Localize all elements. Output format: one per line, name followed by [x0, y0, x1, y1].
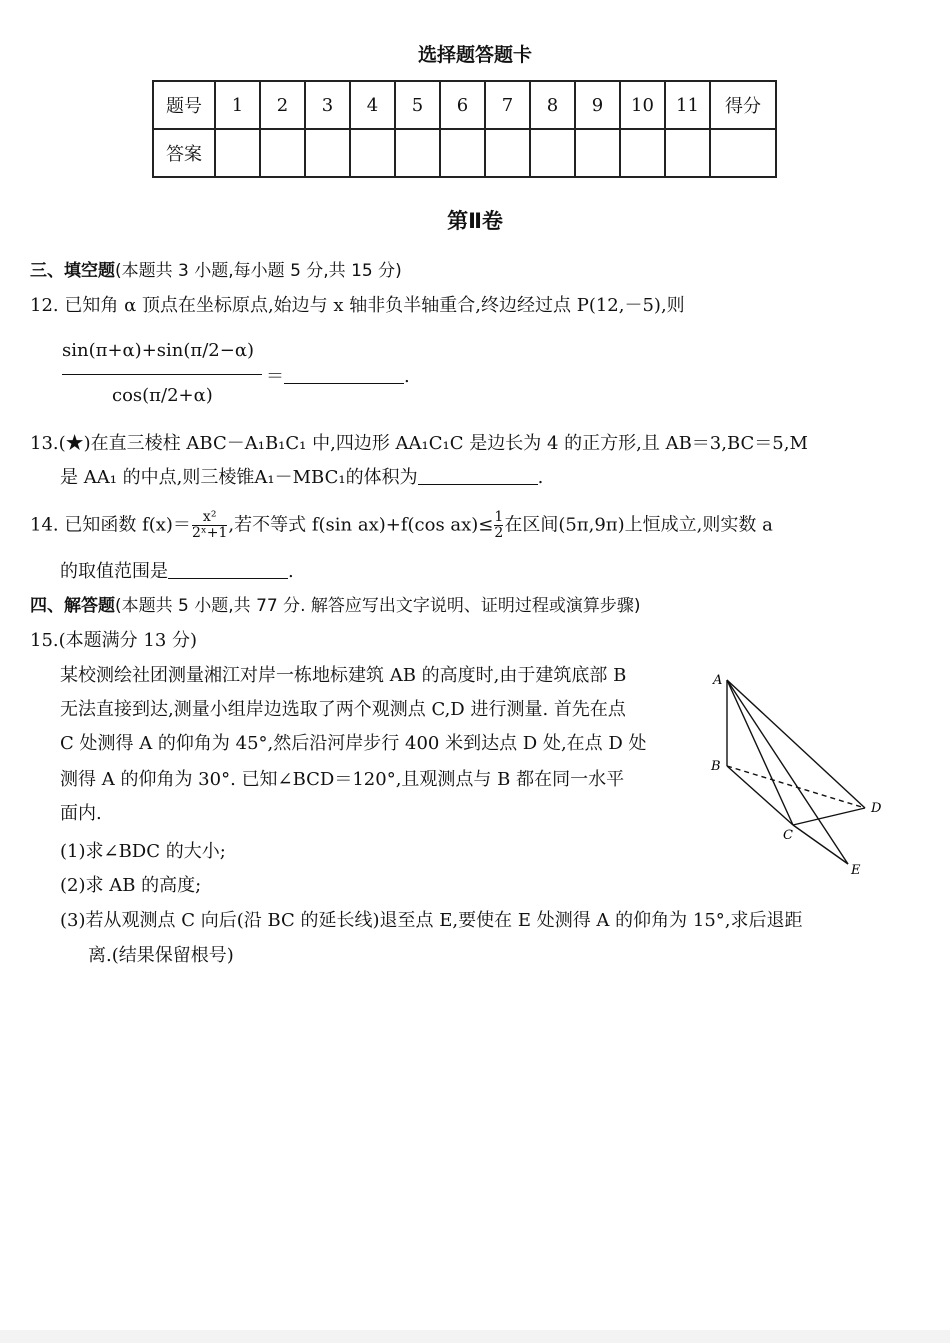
q14-half-num: 1	[494, 509, 504, 525]
question-number: 6	[440, 81, 485, 129]
score-cell[interactable]	[710, 129, 776, 177]
answer-card-number-row	[153, 81, 776, 129]
q12-equals: ＝ .	[266, 366, 410, 387]
answer-cell[interactable]	[215, 129, 260, 177]
edge-BC	[727, 766, 793, 825]
row-label-answer: 答案	[153, 129, 215, 177]
q12-denominator: cos(π/2+α)	[112, 385, 213, 406]
section-4-heading	[30, 593, 641, 619]
q15-header: 15.(本题满分 13 分)	[30, 630, 198, 651]
q14-half-den: 2	[494, 525, 504, 541]
question-number: 2	[260, 81, 305, 129]
answer-cell[interactable]	[575, 129, 620, 177]
answer-card-table	[152, 80, 777, 178]
answer-cell[interactable]	[485, 129, 530, 177]
edge-AC	[727, 680, 793, 825]
edge-CD	[793, 808, 865, 825]
edge-CE	[793, 825, 848, 864]
question-number: 9	[575, 81, 620, 129]
answer-cell[interactable]	[350, 129, 395, 177]
label-D: D	[871, 801, 882, 816]
volume-title: 第Ⅱ卷	[447, 209, 503, 233]
answer-card-title: 选择题答题卡	[417, 44, 532, 66]
q14-line2-wrap: 的取值范围是 .	[60, 561, 294, 582]
section-3-heading	[30, 258, 402, 284]
q14-line1-a: 14. 已知函数 f(x)＝	[30, 514, 191, 536]
question-number: 11	[665, 81, 710, 129]
section-4-note: (本题共 5 小题,共 77 分. 解答应写出文字说明、证明过程或演算步骤)	[115, 596, 641, 616]
question-number: 1	[215, 81, 260, 129]
answer-cell[interactable]	[260, 129, 305, 177]
q14-line1	[30, 510, 773, 541]
q15-text-line: 某校测绘社团测量湘江对岸一栋地标建筑 AB 的高度时,由于建筑底部 B	[60, 665, 627, 686]
q12-answer-blank[interactable]	[284, 365, 404, 384]
section-4-title: 四、解答题	[30, 596, 115, 616]
q14-line1-b: ,若不等式 f(sin ax)+f(cos ax)≤	[228, 514, 494, 536]
label-B: B	[711, 759, 721, 774]
question-number: 5	[395, 81, 440, 129]
question-number: 8	[530, 81, 575, 129]
page-bottom-edge	[0, 1330, 950, 1343]
q13-line2: 是 AA₁ 的中点,则三棱锥A₁－MBC₁的体积为	[60, 467, 418, 488]
edge-BD-dashed	[727, 766, 865, 808]
q14-line1-c: 在区间(5π,9π)上恒成立,则实数 a	[504, 514, 773, 536]
q13-answer-blank[interactable]	[418, 466, 538, 485]
q14-frac-num: x²	[202, 509, 217, 525]
answer-cell[interactable]	[305, 129, 350, 177]
answer-cell[interactable]	[440, 129, 485, 177]
question-number: 3	[305, 81, 350, 129]
label-E: E	[851, 863, 861, 878]
q15-sub3-line2: 离.(结果保留根号)	[88, 945, 234, 966]
q14-line2: 的取值范围是	[60, 561, 168, 582]
q15-text-line: 面内.	[60, 803, 102, 824]
q14-function-fraction	[192, 510, 227, 541]
question-number: 7	[485, 81, 530, 129]
answer-cell[interactable]	[620, 129, 665, 177]
q14-answer-blank[interactable]	[168, 560, 288, 579]
edge-AD	[727, 680, 865, 808]
label-A: A	[713, 673, 723, 688]
score-label: 得分	[710, 81, 776, 129]
q15-text-line: 无法直接到达,测量小组岸边选取了两个观测点 C,D 进行测量. 首先在点	[60, 699, 626, 720]
q12-numerator: sin(π+α)+sin(π/2−α)	[62, 340, 254, 361]
answer-cell[interactable]	[530, 129, 575, 177]
q15-text-line: 测得 A 的仰角为 30°. 已知∠BCD＝120°,且观测点与 B 都在同一水平	[60, 769, 625, 790]
q15-sub2: (2)求 AB 的高度;	[60, 875, 202, 896]
answer-card-answer-row	[153, 129, 776, 177]
label-C: C	[783, 828, 793, 843]
question-number: 10	[620, 81, 665, 129]
q15-sub3-line1: (3)若从观测点 C 向后(沿 BC 的延长线)退至点 E,要使在 E 处测得 A 的仰角为 15°,求后退距	[60, 910, 803, 931]
question-number: 4	[350, 81, 395, 129]
answer-cell[interactable]	[395, 129, 440, 177]
q12-line1: 12. 已知角 α 顶点在坐标原点,始边与 x 轴非负半轴重合,终边经过点 P(12,－5),则	[30, 295, 685, 316]
q15-geometry-figure	[705, 660, 905, 880]
q15-text-line: C 处测得 A 的仰角为 45°,然后沿河岸步行 400 米到达点 D 处,在点 D 处	[60, 733, 647, 754]
q15-sub1: (1)求∠BDC 的大小;	[60, 841, 226, 862]
row-label-number: 题号	[153, 81, 215, 129]
q13-line1: 13.(★)在直三棱柱 ABC－A₁B₁C₁ 中,四边形 AA₁C₁C 是边长为 4 的正方形,且 AB＝3,BC＝5,M	[30, 433, 808, 454]
q14-half-fraction	[494, 510, 503, 541]
answer-cell[interactable]	[665, 129, 710, 177]
q14-frac-den: 2ˣ+1	[191, 525, 228, 541]
section-3-note: (本题共 3 小题,每小题 5 分,共 15 分)	[115, 261, 402, 281]
q13-line2-wrap: 是 AA₁ 的中点,则三棱锥A₁－MBC₁的体积为 .	[60, 467, 544, 488]
section-3-title: 三、填空题	[30, 261, 115, 281]
